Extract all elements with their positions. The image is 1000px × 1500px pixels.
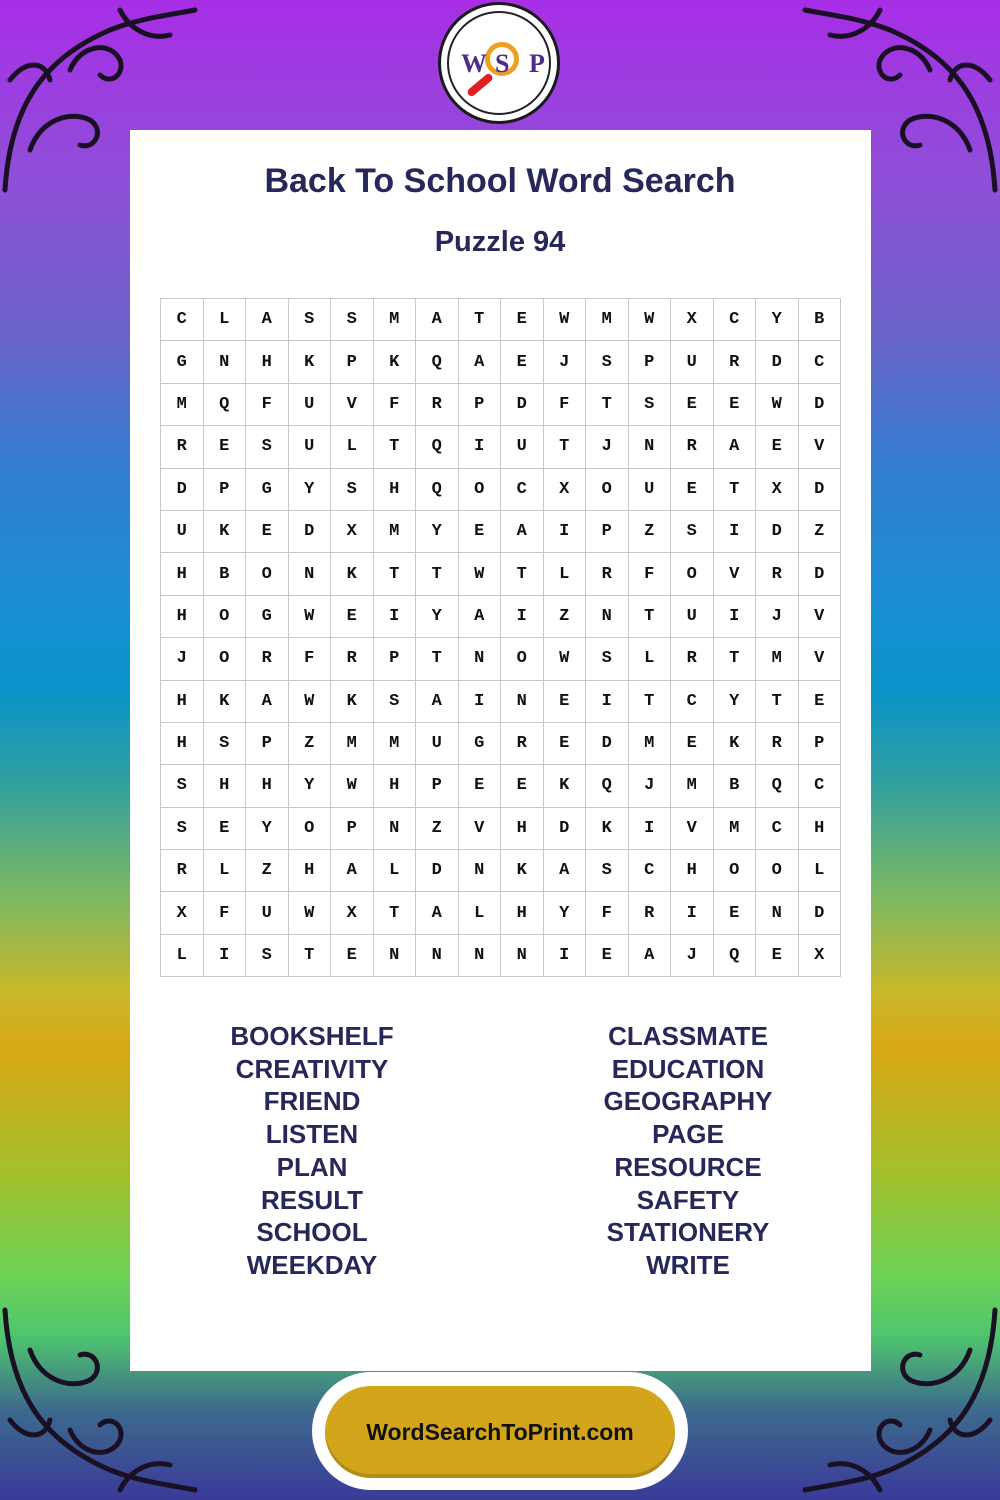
grid-cell[interactable]: P xyxy=(458,383,501,425)
grid-cell[interactable]: O xyxy=(203,638,246,680)
grid-cell[interactable]: H xyxy=(798,807,841,849)
grid-cell[interactable]: I xyxy=(713,595,756,637)
grid-cell[interactable]: M xyxy=(756,638,799,680)
grid-cell[interactable]: I xyxy=(501,595,544,637)
grid-cell[interactable]: U xyxy=(416,722,459,764)
grid-cell[interactable]: Z xyxy=(628,510,671,552)
grid-cell[interactable]: E xyxy=(671,722,714,764)
grid-cell[interactable]: S xyxy=(203,722,246,764)
grid-cell[interactable]: E xyxy=(586,934,629,976)
grid-row xyxy=(161,934,841,976)
grid-cell[interactable]: H xyxy=(671,850,714,892)
grid-cell[interactable]: E xyxy=(458,765,501,807)
grid-cell[interactable]: P xyxy=(628,341,671,383)
grid-cell[interactable]: U xyxy=(671,341,714,383)
grid-cell[interactable]: U xyxy=(161,510,204,552)
grid-cell[interactable]: T xyxy=(543,426,586,468)
grid-cell[interactable]: G xyxy=(458,722,501,764)
grid-cell[interactable]: E xyxy=(246,510,289,552)
grid-cell[interactable]: O xyxy=(246,553,289,595)
grid-cell[interactable]: D xyxy=(586,722,629,764)
grid-cell[interactable]: B xyxy=(713,765,756,807)
grid-cell[interactable]: B xyxy=(203,553,246,595)
word-item: LISTEN xyxy=(265,1119,359,1150)
grid-cell[interactable]: K xyxy=(288,341,331,383)
word-list-left xyxy=(162,1020,462,1282)
grid-cell[interactable]: S xyxy=(161,807,204,849)
grid-cell[interactable]: V xyxy=(458,807,501,849)
grid-cell[interactable]: M xyxy=(373,722,416,764)
grid-cell[interactable]: K xyxy=(203,680,246,722)
grid-cell[interactable]: S xyxy=(161,765,204,807)
grid-cell[interactable]: E xyxy=(331,934,374,976)
grid-cell[interactable]: D xyxy=(543,807,586,849)
grid-cell[interactable]: T xyxy=(373,426,416,468)
puzzle-number: Puzzle 94 xyxy=(434,226,566,258)
grid-cell[interactable]: S xyxy=(586,638,629,680)
grid-cell[interactable]: A xyxy=(458,341,501,383)
logo-letter-s: S xyxy=(495,49,510,78)
grid-cell[interactable]: F xyxy=(586,892,629,934)
grid-cell[interactable]: W xyxy=(756,383,799,425)
grid-cell[interactable]: H xyxy=(501,807,544,849)
grid-cell[interactable]: N xyxy=(373,934,416,976)
logo-letter-p: P xyxy=(529,49,545,78)
grid-cell[interactable]: V xyxy=(798,638,841,680)
grid-cell[interactable]: N xyxy=(628,426,671,468)
grid-cell[interactable]: I xyxy=(713,510,756,552)
grid-cell[interactable]: X xyxy=(161,892,204,934)
word-item: CLASSMATE xyxy=(608,1021,768,1051)
grid-cell[interactable]: I xyxy=(628,807,671,849)
letter-grid xyxy=(160,298,841,977)
grid-cell[interactable]: A xyxy=(628,934,671,976)
grid-cell[interactable]: J xyxy=(543,341,586,383)
grid-cell[interactable]: Y xyxy=(246,807,289,849)
grid-cell[interactable]: O xyxy=(671,553,714,595)
grid-cell[interactable]: W xyxy=(543,638,586,680)
grid-cell[interactable]: U xyxy=(246,892,289,934)
grid-cell[interactable]: I xyxy=(373,595,416,637)
grid-cell[interactable]: Z xyxy=(416,807,459,849)
grid-cell[interactable]: H xyxy=(161,680,204,722)
grid-cell[interactable]: E xyxy=(543,680,586,722)
word-item: GEOGRAPHY xyxy=(603,1086,773,1117)
grid-cell[interactable]: W xyxy=(543,299,586,341)
grid-cell[interactable]: S xyxy=(288,299,331,341)
grid-cell[interactable]: F xyxy=(628,553,671,595)
grid-cell[interactable]: N xyxy=(288,553,331,595)
grid-cell[interactable]: G xyxy=(246,468,289,510)
grid-cell[interactable]: L xyxy=(543,553,586,595)
grid-cell[interactable]: T xyxy=(713,468,756,510)
grid-cell[interactable]: R xyxy=(416,383,459,425)
grid-cell[interactable]: S xyxy=(373,680,416,722)
grid-cell[interactable]: E xyxy=(671,383,714,425)
grid-cell[interactable]: E xyxy=(458,510,501,552)
grid-cell[interactable]: D xyxy=(756,341,799,383)
grid-cell[interactable]: A xyxy=(246,299,289,341)
grid-cell[interactable]: Y xyxy=(288,468,331,510)
grid-cell[interactable]: P xyxy=(586,510,629,552)
grid-cell[interactable]: K xyxy=(331,680,374,722)
word-item: CREATIVITY xyxy=(235,1053,389,1084)
grid-row xyxy=(161,426,841,468)
grid-cell[interactable]: A xyxy=(543,850,586,892)
grid-cell[interactable]: V xyxy=(798,595,841,637)
grid-cell[interactable]: C xyxy=(628,850,671,892)
grid-cell[interactable]: D xyxy=(798,892,841,934)
grid-cell[interactable]: D xyxy=(798,553,841,595)
grid-cell[interactable]: A xyxy=(331,850,374,892)
grid-row xyxy=(161,510,841,552)
grid-row xyxy=(161,765,841,807)
grid-cell[interactable]: N xyxy=(756,892,799,934)
grid-cell[interactable]: Q xyxy=(416,426,459,468)
grid-cell[interactable]: O xyxy=(288,807,331,849)
grid-cell[interactable]: Q xyxy=(713,934,756,976)
grid-cell[interactable]: J xyxy=(671,934,714,976)
grid-cell[interactable]: K xyxy=(373,341,416,383)
grid-cell[interactable]: M xyxy=(713,807,756,849)
grid-cell[interactable]: R xyxy=(331,638,374,680)
grid-cell[interactable]: S xyxy=(586,341,629,383)
grid-cell[interactable]: I xyxy=(458,426,501,468)
grid-cell[interactable]: S xyxy=(331,468,374,510)
grid-cell[interactable]: E xyxy=(798,680,841,722)
grid-cell[interactable]: A xyxy=(713,426,756,468)
grid-cell[interactable]: W xyxy=(288,680,331,722)
grid-cell[interactable]: L xyxy=(203,850,246,892)
word-list-right xyxy=(538,1020,838,1282)
grid-cell[interactable]: T xyxy=(501,553,544,595)
grid-cell[interactable]: L xyxy=(373,850,416,892)
word-item: RESULT xyxy=(260,1184,364,1215)
grid-cell[interactable]: A xyxy=(416,680,459,722)
grid-cell[interactable]: Z xyxy=(288,722,331,764)
grid-cell[interactable]: Q xyxy=(586,765,629,807)
grid-cell[interactable]: M xyxy=(373,510,416,552)
grid-cell[interactable]: R xyxy=(628,892,671,934)
grid-cell[interactable]: I xyxy=(203,934,246,976)
grid-cell[interactable]: M xyxy=(373,299,416,341)
grid-cell[interactable]: H xyxy=(373,468,416,510)
grid-cell[interactable]: H xyxy=(161,595,204,637)
grid-cell[interactable]: O xyxy=(713,850,756,892)
grid-cell[interactable]: K xyxy=(501,850,544,892)
grid-row xyxy=(161,383,841,425)
grid-cell[interactable]: E xyxy=(671,468,714,510)
grid-cell[interactable]: T xyxy=(458,299,501,341)
grid-cell[interactable]: S xyxy=(586,850,629,892)
grid-cell[interactable]: Y xyxy=(416,595,459,637)
grid-cell[interactable]: G xyxy=(246,595,289,637)
grid-cell[interactable]: O xyxy=(586,468,629,510)
grid-cell[interactable]: N xyxy=(458,850,501,892)
grid-cell[interactable]: R xyxy=(246,638,289,680)
grid-cell[interactable]: E xyxy=(756,426,799,468)
grid-cell[interactable]: T xyxy=(416,638,459,680)
grid-cell[interactable]: S xyxy=(628,383,671,425)
grid-cell[interactable]: H xyxy=(161,553,204,595)
grid-row xyxy=(161,468,841,510)
grid-cell[interactable]: H xyxy=(203,765,246,807)
grid-row xyxy=(161,638,841,680)
grid-cell[interactable]: D xyxy=(798,468,841,510)
grid-cell[interactable]: R xyxy=(671,638,714,680)
grid-cell[interactable]: T xyxy=(373,892,416,934)
grid-cell[interactable]: P xyxy=(416,765,459,807)
grid-cell[interactable]: R xyxy=(501,722,544,764)
grid-cell[interactable]: C xyxy=(798,341,841,383)
grid-cell[interactable]: V xyxy=(331,383,374,425)
grid-cell[interactable]: J xyxy=(586,426,629,468)
grid-cell[interactable]: U xyxy=(288,426,331,468)
grid-cell[interactable]: M xyxy=(586,299,629,341)
grid-cell[interactable]: D xyxy=(161,468,204,510)
grid-cell[interactable]: G xyxy=(161,341,204,383)
grid-cell[interactable]: S xyxy=(246,426,289,468)
grid-cell[interactable]: V xyxy=(798,426,841,468)
grid-cell[interactable]: I xyxy=(586,680,629,722)
grid-cell[interactable]: R xyxy=(713,341,756,383)
grid-row xyxy=(161,680,841,722)
grid-cell[interactable]: W xyxy=(288,595,331,637)
grid-cell[interactable]: S xyxy=(246,934,289,976)
grid-cell[interactable]: J xyxy=(756,595,799,637)
grid-cell[interactable]: I xyxy=(671,892,714,934)
grid-cell[interactable]: Y xyxy=(288,765,331,807)
grid-cell[interactable]: E xyxy=(501,341,544,383)
word-item: STATIONERY xyxy=(606,1217,770,1248)
grid-cell[interactable]: V xyxy=(671,807,714,849)
grid-cell[interactable]: Q xyxy=(416,341,459,383)
grid-cell[interactable]: D xyxy=(501,383,544,425)
grid-cell[interactable]: N xyxy=(458,638,501,680)
grid-cell[interactable]: O xyxy=(756,850,799,892)
grid-cell[interactable]: E xyxy=(756,934,799,976)
grid-cell[interactable]: W xyxy=(288,892,331,934)
grid-cell[interactable]: X xyxy=(543,468,586,510)
grid-cell[interactable]: E xyxy=(501,765,544,807)
grid-cell[interactable]: H xyxy=(501,892,544,934)
grid-cell[interactable]: N xyxy=(501,934,544,976)
grid-cell[interactable]: K xyxy=(331,553,374,595)
grid-cell[interactable]: X xyxy=(331,510,374,552)
grid-cell[interactable]: C xyxy=(756,807,799,849)
website-button[interactable]: WordSearchToPrint.com xyxy=(325,1386,675,1478)
grid-cell[interactable]: T xyxy=(628,680,671,722)
grid-cell[interactable]: X xyxy=(331,892,374,934)
grid-row xyxy=(161,850,841,892)
grid-cell[interactable]: Q xyxy=(416,468,459,510)
grid-cell[interactable]: T xyxy=(713,638,756,680)
grid-cell[interactable]: Y xyxy=(756,299,799,341)
grid-cell[interactable]: C xyxy=(161,299,204,341)
grid-cell[interactable]: C xyxy=(713,299,756,341)
grid-cell[interactable]: E xyxy=(713,892,756,934)
grid-cell[interactable]: P xyxy=(373,638,416,680)
grid-cell[interactable]: C xyxy=(798,765,841,807)
grid-cell[interactable]: U xyxy=(501,426,544,468)
grid-cell[interactable]: E xyxy=(331,595,374,637)
grid-cell[interactable]: C xyxy=(671,680,714,722)
grid-cell[interactable]: K xyxy=(203,510,246,552)
grid-cell[interactable]: K xyxy=(586,807,629,849)
word-item: FRIEND xyxy=(263,1086,361,1117)
word-item: WRITE xyxy=(646,1249,730,1280)
grid-row xyxy=(161,722,841,764)
grid-cell[interactable]: M xyxy=(161,383,204,425)
grid-cell[interactable]: X xyxy=(671,299,714,341)
word-item: EDUCATION xyxy=(611,1053,765,1084)
grid-cell[interactable]: Y xyxy=(543,892,586,934)
grid-cell[interactable]: Y xyxy=(416,510,459,552)
grid-cell[interactable]: O xyxy=(203,595,246,637)
grid-cell[interactable]: T xyxy=(288,934,331,976)
grid-cell[interactable]: F xyxy=(246,383,289,425)
grid-cell[interactable]: I xyxy=(543,510,586,552)
word-item: SAFETY xyxy=(636,1184,740,1215)
grid-cell[interactable]: N xyxy=(458,934,501,976)
grid-cell[interactable]: N xyxy=(501,680,544,722)
grid-cell[interactable]: W xyxy=(331,765,374,807)
grid-cell[interactable]: P xyxy=(798,722,841,764)
grid-cell[interactable]: L xyxy=(628,638,671,680)
word-item: PLAN xyxy=(276,1151,348,1182)
grid-cell[interactable]: N xyxy=(416,934,459,976)
grid-cell[interactable]: P xyxy=(331,341,374,383)
grid-cell[interactable]: L xyxy=(331,426,374,468)
grid-cell[interactable]: H xyxy=(288,850,331,892)
grid-cell[interactable]: V xyxy=(713,553,756,595)
grid-cell[interactable]: T xyxy=(628,595,671,637)
grid-cell[interactable]: Q xyxy=(203,383,246,425)
grid-cell[interactable]: Q xyxy=(756,765,799,807)
grid-cell[interactable]: J xyxy=(628,765,671,807)
grid-cell[interactable]: K xyxy=(713,722,756,764)
grid-cell[interactable]: B xyxy=(798,299,841,341)
grid-cell[interactable]: H xyxy=(161,722,204,764)
grid-cell[interactable]: M xyxy=(671,765,714,807)
grid-cell[interactable]: O xyxy=(458,468,501,510)
grid-cell[interactable]: W xyxy=(628,299,671,341)
grid-cell[interactable]: U xyxy=(671,595,714,637)
grid-row xyxy=(161,595,841,637)
grid-cell[interactable]: P xyxy=(203,468,246,510)
grid-cell[interactable]: A xyxy=(458,595,501,637)
grid-cell[interactable]: R xyxy=(671,426,714,468)
page-title: Back To School Word Search xyxy=(264,162,736,200)
logo-letter-w: W xyxy=(461,49,487,78)
grid-cell[interactable]: S xyxy=(331,299,374,341)
grid-row xyxy=(161,341,841,383)
grid-cell[interactable]: N xyxy=(203,341,246,383)
grid-cell[interactable]: D xyxy=(798,383,841,425)
grid-cell[interactable]: A xyxy=(416,892,459,934)
grid-row xyxy=(161,553,841,595)
grid-cell[interactable]: H xyxy=(246,341,289,383)
grid-cell[interactable]: M xyxy=(628,722,671,764)
grid-cell[interactable]: E xyxy=(203,807,246,849)
grid-cell[interactable]: D xyxy=(416,850,459,892)
grid-cell[interactable]: A xyxy=(501,510,544,552)
grid-cell[interactable]: I xyxy=(543,934,586,976)
grid-row xyxy=(161,807,841,849)
grid-row xyxy=(161,299,841,341)
grid-cell[interactable]: D xyxy=(288,510,331,552)
grid-cell[interactable]: O xyxy=(501,638,544,680)
grid-cell[interactable]: L xyxy=(458,892,501,934)
grid-cell[interactable]: H xyxy=(246,765,289,807)
word-item: WEEKDAY xyxy=(246,1249,378,1280)
grid-cell[interactable]: E xyxy=(713,383,756,425)
grid-cell[interactable]: H xyxy=(373,765,416,807)
grid-cell[interactable]: U xyxy=(288,383,331,425)
grid-cell[interactable]: L xyxy=(161,934,204,976)
grid-cell[interactable]: T xyxy=(586,383,629,425)
grid-cell[interactable]: Z xyxy=(543,595,586,637)
grid-cell[interactable]: R xyxy=(161,850,204,892)
grid-cell[interactable]: K xyxy=(543,765,586,807)
word-item: SCHOOL xyxy=(256,1217,368,1248)
grid-cell[interactable]: T xyxy=(416,553,459,595)
grid-cell[interactable]: X xyxy=(798,934,841,976)
grid-cell[interactable]: Y xyxy=(713,680,756,722)
grid-cell[interactable]: P xyxy=(246,722,289,764)
grid-cell[interactable]: J xyxy=(161,638,204,680)
grid-cell[interactable]: Z xyxy=(246,850,289,892)
grid-cell[interactable]: P xyxy=(331,807,374,849)
grid-cell[interactable]: E xyxy=(543,722,586,764)
word-item: BOOKSHELF xyxy=(230,1021,394,1051)
grid-cell[interactable]: R xyxy=(756,553,799,595)
grid-cell[interactable]: F xyxy=(203,892,246,934)
grid-cell[interactable]: R xyxy=(161,426,204,468)
grid-cell[interactable]: W xyxy=(458,553,501,595)
word-item: RESOURCE xyxy=(614,1151,762,1182)
grid-cell[interactable]: T xyxy=(756,680,799,722)
grid-cell[interactable]: C xyxy=(501,468,544,510)
grid-cell[interactable]: F xyxy=(373,383,416,425)
grid-cell[interactable]: E xyxy=(203,426,246,468)
grid-cell[interactable]: N xyxy=(373,807,416,849)
grid-cell[interactable]: X xyxy=(756,468,799,510)
grid-cell[interactable]: A xyxy=(416,299,459,341)
grid-cell[interactable]: Z xyxy=(798,510,841,552)
grid-cell[interactable]: M xyxy=(331,722,374,764)
grid-cell[interactable]: R xyxy=(586,553,629,595)
grid-cell[interactable]: A xyxy=(246,680,289,722)
word-item: PAGE xyxy=(652,1119,724,1150)
grid-cell[interactable]: T xyxy=(373,553,416,595)
grid-cell[interactable]: N xyxy=(586,595,629,637)
grid-cell[interactable]: L xyxy=(203,299,246,341)
grid-cell[interactable]: I xyxy=(458,680,501,722)
grid-cell[interactable]: U xyxy=(628,468,671,510)
grid-cell[interactable]: F xyxy=(288,638,331,680)
grid-cell[interactable]: E xyxy=(501,299,544,341)
grid-cell[interactable]: D xyxy=(756,510,799,552)
site-logo[interactable] xyxy=(438,2,560,124)
grid-cell[interactable]: L xyxy=(798,850,841,892)
grid-cell[interactable]: F xyxy=(543,383,586,425)
grid-row xyxy=(161,892,841,934)
grid-cell[interactable]: S xyxy=(671,510,714,552)
grid-cell[interactable]: R xyxy=(756,722,799,764)
